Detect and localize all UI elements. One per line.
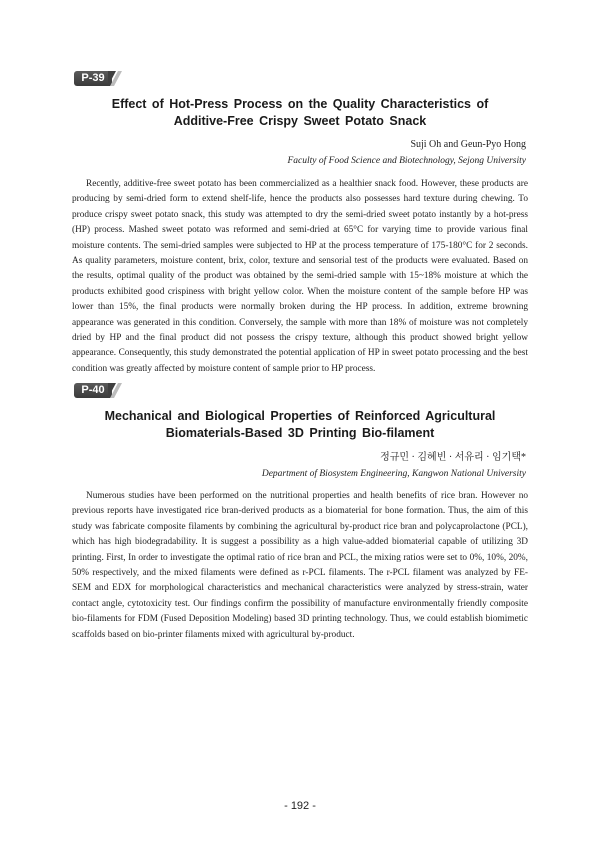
- poster-abstract: Recently, additive-free sweet potato has been commercialized as a healthier snack food. However, these products are producing by semi-dried form to extend shelf-life, hence the products also possesses hard texture during chewing. To produce crispy sweet potato snack, this study was attempted to dry the semi-dried sweet potato instantly by a hot-press (HP) process. Mashed sweet potato was reformed and semi-dried at 65°C for varying time to provide various final moisture contents. The semi-dried samples were subjected to HP at the process temperature of 175-180°C for 2 seconds. As quality parameters, moisture content, brix, color, texture and sensorial test of the products were evaluated. Based on the results, optimal quality of the product was obtained by the semi-dried sample with 15~18% moisture at which the products exhibited good crispiness with bright yellow color. When the moisture content of the sample before HP was lower than 15%, the final products were normally broken during the HP process. In addition, extreme browning appearance was generated in this condition. Conversely, the sample with more than 18% of moisture was not completely dried by HP and the final product did not possess the crispy texture, although this product showed bright yellow appearance. Consequently, this study demonstrated the potential application of HP in sweet potato processing and the best condition was greatly affected by moisture content of sample prior to HP process.: [72, 179, 528, 374]
- poster-title-line: Mechanical and Biological Properties of Reinforced Agricultural: [104, 409, 496, 423]
- poster-affiliation: Department of Biosystem Engineering, Kangwon National University: [261, 469, 526, 479]
- page-number: - 192 -: [284, 800, 316, 812]
- poster-title-line: Effect of Hot-Press Process on the Quality Characteristics of: [111, 97, 489, 111]
- poster-title: [60, 96, 540, 130]
- poster-authors: 정규민 · 김혜빈 · 서유리 · 임기택*: [380, 452, 526, 463]
- poster-badge-label: P-40: [81, 384, 105, 396]
- poster-title-line: Biomaterials-Based 3D Printing Bio-filament: [165, 426, 435, 440]
- poster-abstract: Numerous studies have been performed on the nutritional properties and health benefits of rice bran. However no previous reports have investigated rice bran-derived products as a biomaterial for bone formation. Thus, the aim of this study was fabricate composite filaments by combining the agricultural by-product rice bran and polycaprolactone (PCL), which has high biodegradability. It is suggest a possibility as a high value-added biomaterial capable of utilizing 3D printing. First, In order to investigate the optimal ratio of rice bran and PCL, the mixing ratios were set to 0%, 10%, 20%, 50% respectively, and the mixed filaments were defined as r-PCL filaments. The r-PCL filament was analyzed by FE-SEM and EDX for morphological characteristics and mechanical characteristics were analyzed by stress-strain, water contact angle, cytotoxicity test. Our findings confirm the possibility of manufacture environmentally friendly composite bio-filaments for FDM (Fused Deposition Modeling) based 3D printing technology. Thus, we could establish biomimetic scaffolds based on bio-printer filaments mixed with agricultural by-product.: [72, 491, 528, 640]
- poster-badge-label: P-39: [81, 72, 105, 84]
- poster-title-line: Additive-Free Crispy Sweet Potato Snack: [173, 114, 427, 128]
- poster-affiliation: Faculty of Food Science and Biotechnology, Sejong University: [287, 156, 526, 166]
- poster-badge: [74, 383, 120, 398]
- poster-title: [60, 408, 540, 442]
- poster-badge: [74, 71, 120, 86]
- poster-authors: Suji Oh and Geun-Pyo Hong: [410, 139, 526, 150]
